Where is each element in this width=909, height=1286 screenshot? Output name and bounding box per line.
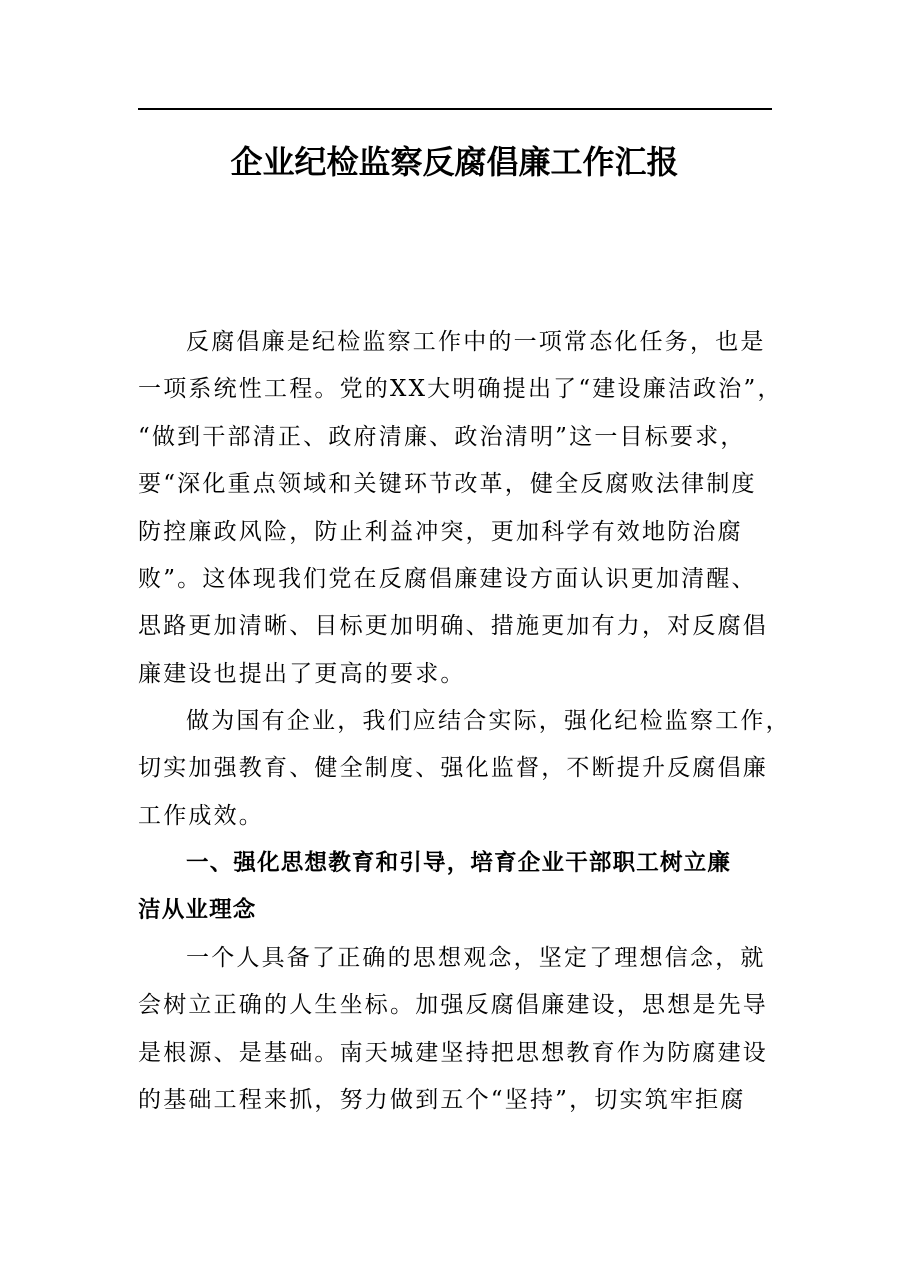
section-1-heading xyxy=(138,840,778,935)
header-rule xyxy=(138,108,772,110)
paragraph-1-line: 一项系统性工程。党的XX大明确提出了“建设廉洁政治”， xyxy=(138,376,783,403)
paragraph-1-line: “做到干部清正、政府清廉、政治清明”这一目标要求， xyxy=(138,423,746,450)
paragraph-1-line: 反腐倡廉是纪检监察工作中的一项常态化任务，也是 xyxy=(186,329,766,355)
paragraph-2-line: 做为国有企业，我们应结合实际，强化纪检监察工作， xyxy=(186,708,791,734)
paragraph-1-line: 败”。这体现我们党在反腐倡廉建设方面认识更加清醒、 xyxy=(138,565,757,592)
paragraph-3-line: 一个人具备了正确的思想观念，坚定了理想信念，就 xyxy=(186,945,766,971)
paragraph-2-line: 工作成效。 xyxy=(138,802,264,829)
paragraph-3-line: 是根源、是基础。南天城建坚持把思想教育作为防腐建设 xyxy=(138,1039,768,1066)
paragraph-2 xyxy=(138,698,791,840)
paragraph-3-line: 的基础工程来抓，努力做到五个“坚持”，切实筑牢拒腐 xyxy=(138,1087,746,1114)
paragraph-3-line: 会树立正确的人生坐标。加强反腐倡廉建设，思想是先导 xyxy=(138,992,768,1019)
document-title: 企业纪检监察反腐倡廉工作汇报 xyxy=(230,143,679,181)
section-1-heading-line: 洁从业理念 xyxy=(138,897,257,924)
paragraph-1-line: 要“深化重点领域和关键环节改革，健全反腐败法律制度 xyxy=(138,471,757,498)
paragraph-1-line: 廉建设也提出了更高的要求。 xyxy=(138,660,466,687)
paragraph-2-line: 切实加强教育、健全制度、强化监督，不断提升反腐倡廉 xyxy=(138,755,768,782)
paragraph-1-line: 思路更加清晰、目标更加明确、措施更加有力，对反腐倡 xyxy=(138,613,768,640)
paragraph-1-line: 防控廉政风险，防止利益冲突，更加科学有效地防治腐 xyxy=(138,518,743,545)
paragraph-3 xyxy=(138,935,772,1125)
section-1-heading-line: 一、强化思想教育和引导，培育企业干部职工树立廉 xyxy=(186,850,732,876)
paragraph-1 xyxy=(138,319,783,698)
